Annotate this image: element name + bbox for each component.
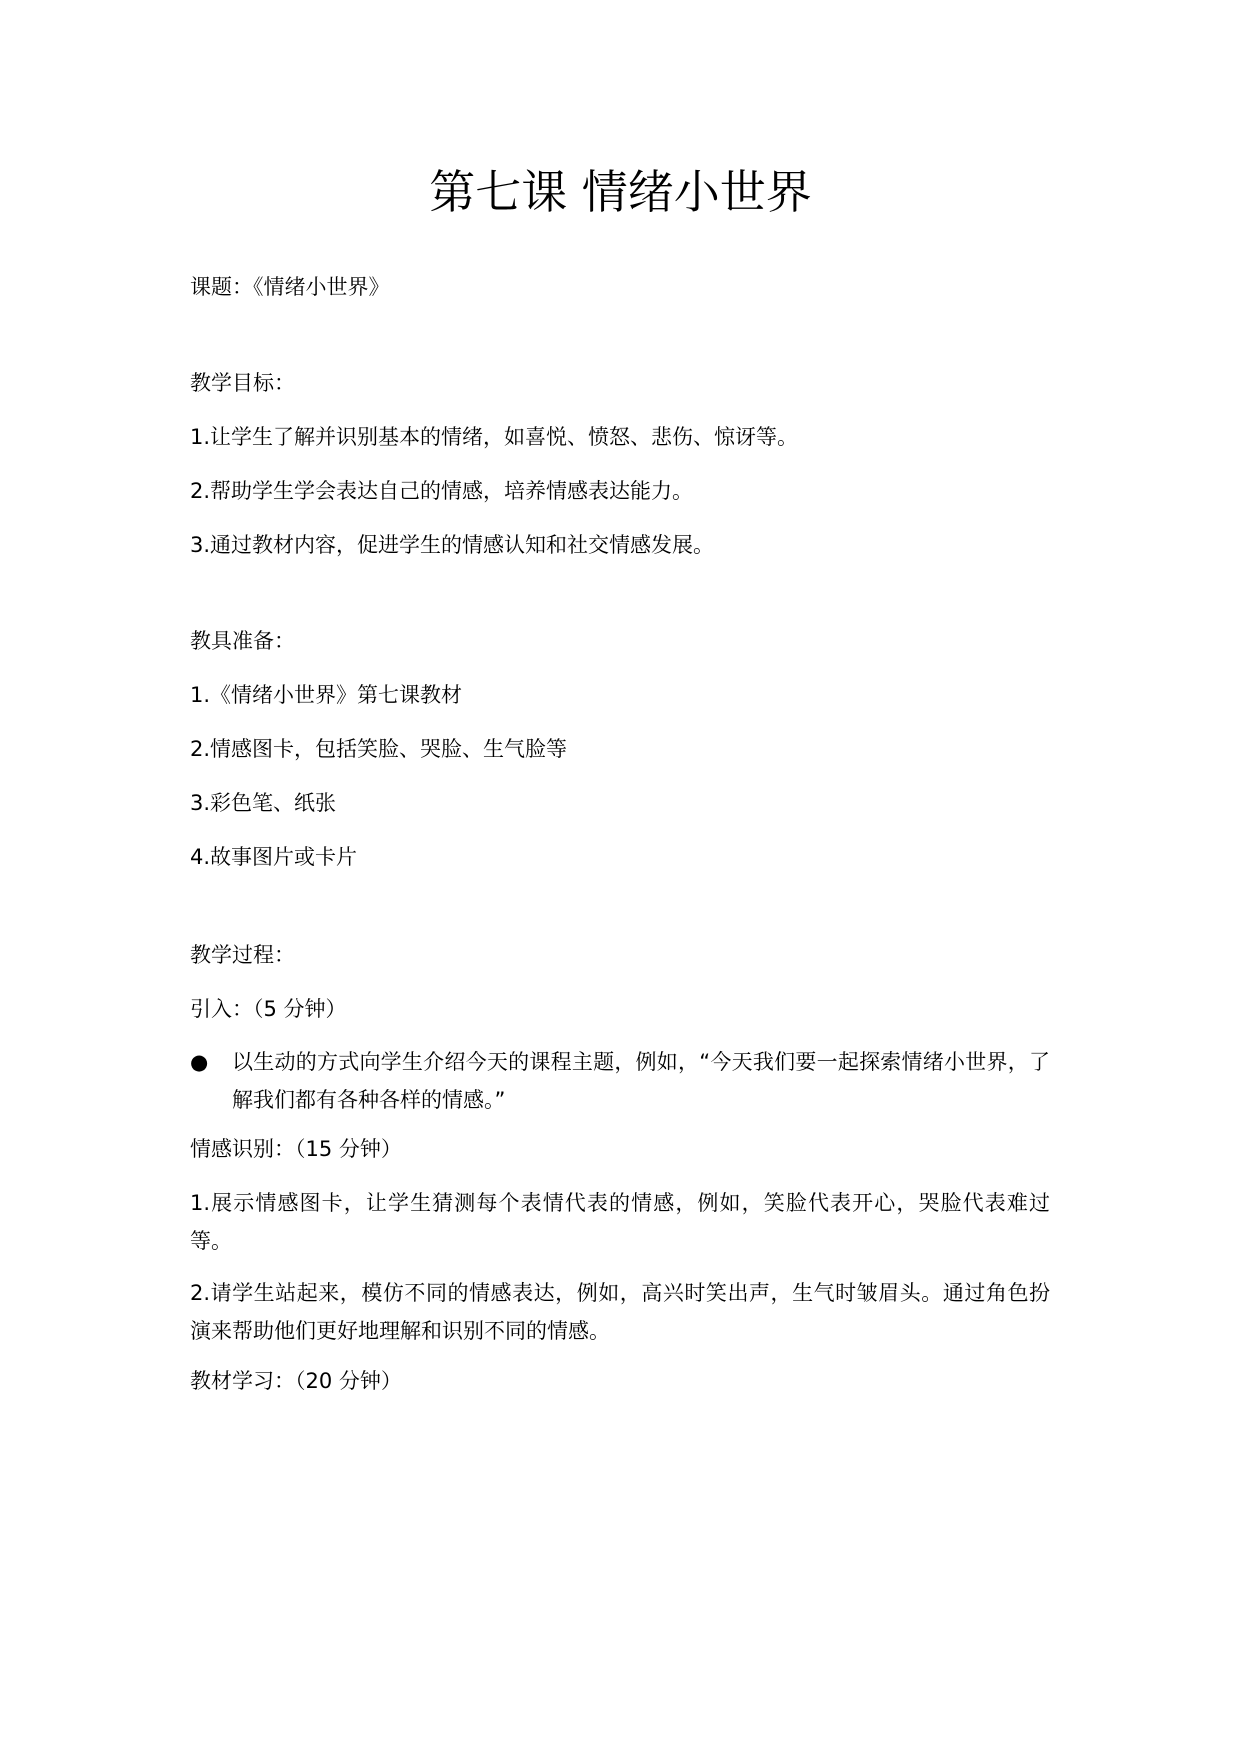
process-heading: 教学过程： [190, 943, 295, 967]
bullet-dot-icon: ● [190, 1050, 209, 1074]
intro-bullet-text: 以生动的方式向学生介绍今天的课程主题，例如，“今天我们要一起探索情绪小世界，了解我们都有各种各样的情感。” [232, 1050, 1050, 1112]
document-title: 第七课 情绪小世界 [429, 165, 812, 219]
intro-heading: 引入：（5 分钟） [190, 997, 347, 1021]
objective-item: 1.让学生了解并识别基本的情绪，如喜悦、愤怒、悲伤、惊讶等。 [190, 425, 799, 449]
objectives-heading: 教学目标： [190, 371, 295, 395]
material-item: 1.《情绪小世界》第七课教材 [190, 683, 463, 707]
material-item: 2.情感图卡，包括笑脸、哭脸、生气脸等 [190, 737, 568, 761]
topic-line: 课题：《情绪小世界》 [190, 275, 390, 299]
material-item: 3.彩色笔、纸张 [190, 791, 337, 815]
material-item: 4.故事图片或卡片 [190, 845, 358, 869]
textbook-heading: 教材学习：（20 分钟） [190, 1369, 402, 1393]
objective-item: 2.帮助学生学会表达自己的情感，培养情感表达能力。 [190, 479, 694, 503]
materials-heading: 教具准备： [190, 629, 295, 653]
recognition-item: 2.请学生站起来，模仿不同的情感表达，例如，高兴时笑出声，生气时皱眉头。通过角色扮演来帮助他们更好地理解和识别不同的情感。 [190, 1281, 1050, 1343]
objective-item: 3.通过教材内容，促进学生的情感认知和社交情感发展。 [190, 533, 715, 557]
intro-bullet-item [190, 1043, 1050, 1119]
recognition-heading: 情感识别：（15 分钟） [190, 1137, 402, 1161]
recognition-item: 1.展示情感图卡，让学生猜测每个表情代表的情感，例如，笑脸代表开心，哭脸代表难过等。 [190, 1191, 1050, 1253]
